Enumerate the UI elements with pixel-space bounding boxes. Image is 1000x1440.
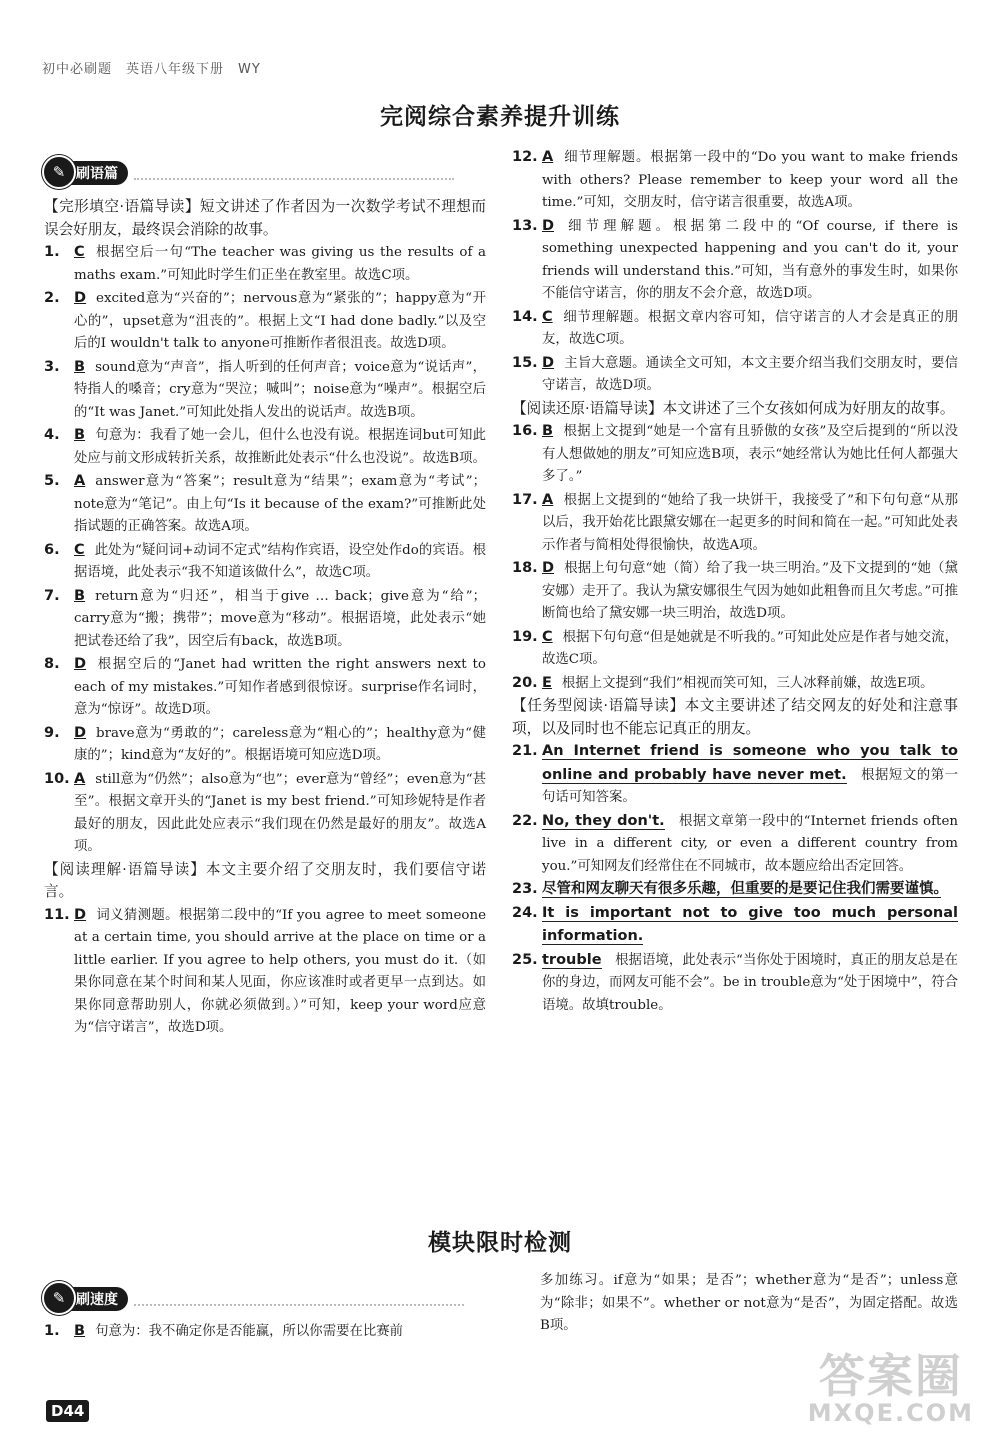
guide-cloze: 【完形填空·语篇导读】短文讲述了作者因为一次数学考试不理想而误会好朋友，最终误会消除的故事。 xyxy=(44,198,486,238)
item-key: D xyxy=(74,906,87,923)
item-number: 6. xyxy=(44,541,60,558)
guide-reading: 【阅读理解·语篇导读】本文主要介绍了交朋友时，我们要信守诺言。 xyxy=(44,860,486,900)
item-number: 8. xyxy=(44,656,60,672)
item-text: 细节理解题。根据文章内容可知，信守诺言的人才会是真正的朋友，故选C项。 xyxy=(542,309,958,347)
guide-task: 【任务型阅读·语篇导读】本文主要讲述了结交网友的好处和注意事项，以及同时也不能忘记真正的朋友。 xyxy=(512,697,958,737)
item-key: A xyxy=(542,491,554,508)
answer-item xyxy=(44,653,486,722)
item-number: 15. xyxy=(512,354,538,371)
answer-item xyxy=(512,306,958,352)
answer-item xyxy=(44,585,486,654)
item-number: 11. xyxy=(44,906,70,923)
item-key: C xyxy=(542,308,553,325)
item-text: 根据短文的第一句话可知答案。 xyxy=(542,767,959,805)
item-number: 4. xyxy=(44,427,60,443)
answer-item xyxy=(44,1320,486,1344)
item-key: A xyxy=(542,149,554,165)
item-key: C xyxy=(542,628,553,645)
item-text: excited意为“兴奋的”；nervous意为“紧张的”；happy意为“开心的”，upset意为“沮丧的”。根据上文“I had done badly.”以及空后的I wouldn't talk to anyone可推断作者很沮丧。故选D项。 xyxy=(74,291,486,351)
answer-item xyxy=(512,215,958,306)
bottom-right-text: 多加练习。if意为“如果；是否”；whether意为“是否”；unless意为“除非；如果不”。whether or not意为“是否”，为固定搭配。故选B项。 xyxy=(540,1273,958,1333)
answer-item xyxy=(512,626,958,672)
item-text: still意为“仍然”；also意为“也”；ever意为“曾经”；even意为“甚至”。根据文章开头的“Janet is my best friend.”可知珍妮特是作者最好的朋友，因此此处应表示“我们现在仍然是最好的朋友”。故选A项。 xyxy=(74,771,486,854)
book-icon: ✎ xyxy=(42,1281,76,1315)
guide-restore: 【阅读还原·语篇导读】本文讲述了三个女孩如何成为好朋友的故事。 xyxy=(512,399,955,417)
right-column xyxy=(512,146,958,1017)
answer-item xyxy=(44,424,486,470)
item-text: 主旨大意题。通读全文可知，本文主要介绍当我们交朋友时，要信守诺言，故选D项。 xyxy=(542,355,958,393)
item-text: 此处为“疑问词+动词不定式”结构作宾语，设空处作do的宾语。根据语境，此处表示“我不知道该做什么”，故选C项。 xyxy=(74,542,486,580)
item-answer: 尽管和网友聊天有很多乐趣，但重要的是要记住我们需要谨慎。 xyxy=(542,881,941,897)
item-key: D xyxy=(542,354,555,371)
item-number: 12. xyxy=(512,149,538,165)
item-number: 20. xyxy=(512,674,538,691)
item-text: 根据下句句意“但是她就是不听我的。”可知此处应是作者与她交流，故选C项。 xyxy=(542,629,958,667)
section-title-practice: 完阅综合素养提升训练 xyxy=(380,104,620,130)
section-title-test: 模块限时检测 xyxy=(428,1230,572,1256)
item-text: 细节理解题。根据第一段中的“Do you want to make friends with others? Please remember to keep your word all the time.”可知，交朋友时，信守诺言很重要，故选A项。 xyxy=(542,150,958,210)
bottom-right-column xyxy=(540,1270,958,1338)
answer-item xyxy=(44,470,486,539)
item-number: 5. xyxy=(44,473,60,489)
tag-speed xyxy=(46,1286,464,1312)
item-number: 18. xyxy=(512,560,538,576)
answer-item xyxy=(512,146,958,215)
watermark xyxy=(807,1349,974,1427)
item-key: B xyxy=(74,358,86,375)
answer-item xyxy=(512,878,958,902)
answer-item xyxy=(512,949,958,1018)
answer-item xyxy=(512,810,958,879)
item-number: 9. xyxy=(44,724,60,741)
item-text: 根据上文提到的“她给了我一块饼干，我接受了”和下句句意“从那以后，我开始花比跟黛安娜在一起更多的时间和简在一起。”可知此处表示作者与简相处得很愉快，故选A项。 xyxy=(542,492,958,553)
item-text: answer意为“答案”；result意为“结果”；exam意为“考试”；note意为“笔记”。由上句“Is it because of the exam?”可推断此处指试题的正确答案。故选A项。 xyxy=(74,474,486,534)
item-answer: No, they don't. xyxy=(542,812,665,829)
item-key: C xyxy=(74,541,85,558)
item-number: 10. xyxy=(44,770,70,787)
item-number: 13. xyxy=(512,217,538,234)
item-text: 细节理解题。根据第二段中的“Of course, if there is something unexpected happening and you can't do it, your friends will understand this.”可知，当有意外的事发生时，如果你不能信守诺言，你的朋友不会介意，故选D项。 xyxy=(542,218,958,301)
page-number: D44 xyxy=(46,1400,89,1422)
tag-passage xyxy=(46,160,454,186)
item-text: 根据上句句意“她（简）给了我一块三明治。”及下文提到的“她（黛安娜）走开了。我认为黛安娜很生气因为她如此粗鲁而且欠考虑。”可推断简也给了黛安娜一块三明治，故选D项。 xyxy=(542,561,958,621)
item-text: brave意为“勇敢的”；careless意为“粗心的”；healthy意为“健康的”；kind意为“友好的”。根据语境可知应选D项。 xyxy=(74,725,486,763)
answer-item xyxy=(512,902,958,949)
running-header: 初中必刷题 英语八年级下册 WY xyxy=(42,62,261,77)
item-answer: trouble xyxy=(542,951,602,968)
item-number: 2. xyxy=(44,290,60,306)
item-text: 根据语境，此处表示“当你处于困境时，真正的朋友总是在你的身边，而网友可能不会”。be in trouble意为“处于困境中”，符合语境。故填trouble。 xyxy=(542,952,958,1013)
item-key: A xyxy=(74,770,86,787)
item-number: 21. xyxy=(512,743,538,759)
answer-item xyxy=(44,241,486,287)
answer-item xyxy=(44,722,486,768)
answer-item xyxy=(512,557,958,626)
left-column xyxy=(44,196,486,1040)
tag-speed-label: 刷速度 xyxy=(76,1292,118,1308)
item-text: 句意为：我看了她一会儿，但什么也没有说。根据连词but可知此处应与前文形成转折关系，故推断此处表示“什么也没说”。故选B项。 xyxy=(74,428,486,466)
answer-item xyxy=(44,539,486,585)
item-key: A xyxy=(74,473,86,489)
item-key: D xyxy=(542,560,555,576)
item-key: C xyxy=(74,244,85,260)
dotted-rule xyxy=(134,1292,464,1306)
item-number: 1. xyxy=(44,244,60,260)
item-number: 3. xyxy=(44,358,60,375)
answer-item xyxy=(44,287,486,356)
answer-item xyxy=(512,420,958,489)
item-number: 7. xyxy=(44,587,60,604)
item-text: 根据上文提到“我们”相视而笑可知，三人冰释前嫌，故选E项。 xyxy=(561,675,934,691)
item-answer: An Internet friend is someone who you talk to online and probably have never met. xyxy=(542,743,958,783)
item-answer: It is important not to give too much personal information. xyxy=(542,904,958,944)
book-icon: ✎ xyxy=(42,155,76,189)
item-key: B xyxy=(74,427,86,443)
answer-item xyxy=(512,672,958,696)
answer-item xyxy=(512,740,958,810)
item-number: 25. xyxy=(512,951,538,968)
item-key: B xyxy=(74,1323,86,1339)
item-number: 24. xyxy=(512,904,538,921)
item-key: D xyxy=(74,724,87,741)
answer-item xyxy=(44,904,486,1040)
answer-item xyxy=(512,489,958,558)
answer-item xyxy=(44,356,486,425)
item-text: 根据上文提到“她是一个富有且骄傲的女孩”及空后提到的“所以没有人想做她的朋友”可知应选B项，表示“她经常认为她比任何人都强大多了。” xyxy=(542,424,958,484)
bottom-left-column xyxy=(44,1320,486,1344)
item-number: 19. xyxy=(512,628,538,645)
item-number: 23. xyxy=(512,881,538,897)
item-key: D xyxy=(74,290,87,306)
item-key: D xyxy=(74,656,87,672)
item-text: 根据文章第一段中的“Internet friends often live in a different city, or even a different country from you.”可知网友们经常住在不同城市，故本题应给出否定回答。 xyxy=(542,813,958,874)
answer-item xyxy=(512,352,958,398)
item-text: sound意为“声音”，指人听到的任何声音；voice意为“说话声”，特指人的嗓音；cry意为“哭泣；喊叫”；noise意为“噪声”。根据空后的“It was Janet.”可知此处指人发出的说话声。故选B项。 xyxy=(74,359,486,420)
item-key: B xyxy=(542,423,554,439)
item-text: 根据空后的“Janet had written the right answers next to each of my mistakes.”可知作者感到很惊讶。surprise作名词时，意为“惊讶”。故选D项。 xyxy=(74,657,486,717)
dotted-rule xyxy=(134,166,454,180)
watermark-logo: 答案圈 xyxy=(818,1349,963,1403)
item-number: 16. xyxy=(512,423,538,439)
watermark-url: MXQE.COM xyxy=(807,1399,974,1427)
answer-item xyxy=(44,768,486,859)
item-text: 句意为：我不确定你是否能赢，所以你需要在比赛前 xyxy=(95,1324,404,1339)
item-key: B xyxy=(74,587,86,604)
item-number: 14. xyxy=(512,308,538,325)
item-number: 1. xyxy=(44,1323,60,1339)
item-text: 词义猜测题。根据第二段中的“If you agree to meet someone at a certain time, you should arrive at the place on time or a little earlier. If you agree to help others, you must do it.（如果你同意在某个时间和某人见面，你应该准时或者更早一点到达。如果你同意帮助别人，你就必须做到。）”可知，keep your word应意为“信守诺言”，故选D项。 xyxy=(74,907,486,1035)
item-number: 22. xyxy=(512,812,538,829)
item-key: E xyxy=(542,674,552,691)
tag-passage-label: 刷语篇 xyxy=(76,166,118,182)
item-text: return意为“归还”，相当于give … back；give意为“给”；carry意为“搬；携带”；move意为“移动”。根据语境，此处表示“她把试卷还给了我”，因空后有back，故选B项。 xyxy=(74,588,486,649)
item-number: 17. xyxy=(512,491,538,508)
item-key: D xyxy=(542,217,555,234)
item-text: 根据空后一句“The teacher was giving us the results of a maths exam.”可知此时学生们正坐在教室里。故选C项。 xyxy=(74,245,486,283)
